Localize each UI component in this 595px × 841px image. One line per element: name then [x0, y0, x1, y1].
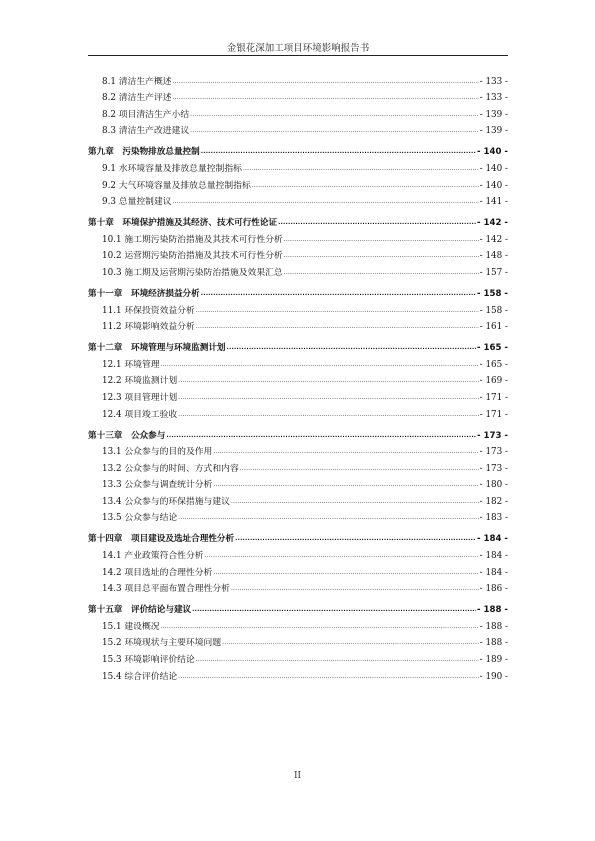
dot-leader	[196, 322, 479, 332]
toc-entry-page: - 182 -	[479, 496, 508, 507]
toc-chapter-entry[interactable]	[88, 598, 508, 615]
toc-entry-page: - 180 -	[479, 480, 508, 491]
toc-entry-page: - 184 -	[479, 551, 508, 562]
toc-section-entry[interactable]	[88, 490, 508, 507]
toc-section-entry[interactable]	[88, 441, 508, 458]
toc-entry-page: - 169 -	[479, 376, 508, 387]
toc-section-entry[interactable]	[88, 87, 508, 104]
toc-entry-page: - 158 -	[479, 305, 508, 316]
dot-leader	[178, 513, 479, 523]
toc-entry-label: 13.3 公众参与调查统计分析	[102, 480, 213, 491]
toc-entry-page: - 157 -	[479, 267, 508, 278]
toc-section-entry[interactable]	[88, 457, 508, 474]
toc-section-entry[interactable]	[88, 261, 508, 278]
toc-entry-page: - 165 -	[479, 359, 508, 370]
toc-section-entry[interactable]	[88, 544, 508, 561]
toc-section-entry[interactable]	[88, 665, 508, 682]
toc-entry-page: - 184 -	[476, 534, 508, 545]
toc-section-entry[interactable]	[88, 228, 508, 245]
toc-entry-label: 第十三章 公众参与	[88, 430, 166, 441]
toc-chapter-entry[interactable]	[88, 527, 508, 544]
toc-entry-label: 8.1 清洁生产概述	[102, 76, 172, 87]
toc-entry-label: 第十章 环境保护措施及其经济、技术可行性论证	[88, 218, 278, 229]
toc-entry-label: 13.5 公众参与结论	[102, 513, 178, 524]
toc-entry-label: 8.2 清洁生产评述	[102, 93, 172, 104]
toc-section-entry[interactable]	[88, 370, 508, 387]
dot-leader	[201, 289, 476, 299]
toc-entry-label: 8.3 清洁生产改进建议	[102, 126, 190, 137]
dot-leader	[178, 376, 479, 386]
toc-entry-page: - 140 -	[479, 180, 508, 191]
toc-entry-page: - 161 -	[479, 322, 508, 333]
toc-section-entry[interactable]	[88, 403, 508, 420]
toc-entry-page: - 189 -	[479, 655, 508, 666]
toc-entry-page: - 188 -	[476, 605, 508, 616]
toc-entry-label: 9.2 大气环境容量及排放总量控制指标	[102, 180, 251, 191]
toc-entry-page: - 140 -	[479, 163, 508, 174]
toc-entry-label: 10.2 运营期污染防治措施及其技术可行性分析	[102, 251, 283, 262]
dot-leader	[284, 268, 479, 278]
toc-entry-page: - 133 -	[479, 93, 508, 104]
dot-leader	[161, 360, 479, 370]
running-header: 金银花深加工项目环境影响报告书	[226, 43, 370, 54]
toc-entry-label: 第十五章 评价结论与建议	[88, 605, 192, 616]
dot-leader	[190, 110, 479, 120]
dot-leader	[201, 147, 476, 157]
toc-section-entry[interactable]	[88, 316, 508, 333]
dot-leader	[235, 534, 476, 544]
toc-entry-page: - 188 -	[479, 621, 508, 632]
dot-leader	[178, 393, 479, 403]
dot-leader	[284, 251, 479, 261]
dot-leader	[227, 343, 476, 353]
table-of-contents	[88, 70, 508, 682]
dot-leader	[243, 164, 479, 174]
header-divider	[88, 55, 508, 56]
toc-entry-label: 14.2 项目选址的合理性分析	[102, 567, 213, 578]
toc-entry-page: - 158 -	[476, 288, 508, 299]
toc-section-entry[interactable]	[88, 174, 508, 191]
toc-entry-page: - 139 -	[479, 109, 508, 120]
dot-leader	[173, 93, 479, 103]
toc-entry-label: 8.2 项目清洁生产小结	[102, 109, 190, 120]
toc-section-entry[interactable]	[88, 648, 508, 665]
toc-section-entry[interactable]	[88, 245, 508, 262]
page-number: II	[293, 771, 302, 781]
toc-entry-label: 第十一章 环境经济损益分析	[88, 288, 200, 299]
dot-leader	[161, 622, 479, 632]
toc-section-entry[interactable]	[88, 103, 508, 120]
dot-leader	[178, 672, 479, 682]
dot-leader	[278, 218, 476, 228]
toc-section-entry[interactable]	[88, 120, 508, 137]
toc-entry-page: - 165 -	[476, 343, 508, 354]
toc-entry-label: 9.3 总量控制建议	[102, 197, 172, 208]
toc-entry-page: - 171 -	[479, 392, 508, 403]
toc-entry-label: 12.2 环境监测计划	[102, 376, 178, 387]
dot-leader	[284, 235, 479, 245]
toc-entry-page: - 148 -	[479, 251, 508, 262]
toc-entry-page: - 173 -	[476, 430, 508, 441]
toc-entry-label: 15.4 综合评价结论	[102, 671, 178, 682]
toc-section-entry[interactable]	[88, 353, 508, 370]
dot-leader	[196, 306, 479, 316]
toc-entry-page: - 184 -	[479, 567, 508, 578]
toc-entry-label: 15.2 环境现状与主要环境问题	[102, 638, 222, 649]
toc-section-entry[interactable]	[88, 157, 508, 174]
dot-leader	[213, 568, 478, 578]
toc-chapter-entry[interactable]	[88, 336, 508, 353]
dot-leader	[173, 77, 479, 87]
toc-entry-page: - 171 -	[479, 409, 508, 420]
toc-entry-label: 第九章 污染物排放总量控制	[88, 147, 200, 158]
toc-section-entry[interactable]	[88, 615, 508, 632]
toc-entry-label: 10.3 施工期及运营期污染防治措施及效果汇总	[102, 267, 283, 278]
dot-leader	[190, 126, 479, 136]
toc-entry-page: - 142 -	[479, 234, 508, 245]
dot-leader	[231, 584, 479, 594]
dot-leader	[196, 655, 479, 665]
toc-section-entry[interactable]	[88, 191, 508, 208]
toc-entry-page: - 141 -	[479, 197, 508, 208]
dot-leader	[213, 447, 478, 457]
toc-entry-page: - 183 -	[479, 513, 508, 524]
dot-leader	[222, 638, 479, 648]
toc-entry-page: - 173 -	[479, 447, 508, 458]
toc-entry-label: 13.4 公众参与的环保措施与建议	[102, 496, 230, 507]
toc-entry-page: - 188 -	[479, 638, 508, 649]
toc-entry-label: 14.1 产业政策符合性分析	[102, 551, 204, 562]
toc-entry-page: - 186 -	[479, 584, 508, 595]
toc-entry-label: 11.2 环境影响效益分析	[102, 322, 195, 333]
dot-leader	[240, 464, 479, 474]
toc-entry-label: 11.1 环保投资效益分析	[102, 305, 195, 316]
toc-section-entry[interactable]	[88, 386, 508, 403]
toc-entry-page: - 173 -	[479, 463, 508, 474]
toc-entry-label: 13.1 公众参与的目的及作用	[102, 447, 213, 458]
toc-section-entry[interactable]	[88, 70, 508, 87]
toc-section-entry[interactable]	[88, 632, 508, 649]
toc-entry-label: 13.2 公众参与的时间、方式和内容	[102, 463, 239, 474]
dot-leader	[213, 480, 478, 490]
dot-leader	[252, 181, 479, 191]
toc-chapter-entry[interactable]	[88, 140, 508, 157]
toc-section-entry[interactable]	[88, 561, 508, 578]
toc-entry-label: 第十二章 环境管理与环境监测计划	[88, 343, 226, 354]
toc-entry-label: 12.1 环境管理	[102, 359, 160, 370]
toc-entry-page: - 139 -	[479, 126, 508, 137]
toc-section-entry[interactable]	[88, 578, 508, 595]
toc-entry-page: - 142 -	[476, 218, 508, 229]
dot-leader	[166, 431, 476, 441]
toc-entry-label: 14.3 项目总平面布置合理性分析	[102, 584, 230, 595]
toc-entry-label: 15.3 环境影响评价结论	[102, 655, 195, 666]
toc-chapter-entry[interactable]	[88, 424, 508, 441]
dot-leader	[173, 197, 479, 207]
toc-section-entry[interactable]	[88, 507, 508, 524]
toc-section-entry[interactable]	[88, 474, 508, 491]
toc-entry-label: 9.1 水环境容量及排放总量控制指标	[102, 163, 242, 174]
dot-leader	[231, 497, 479, 507]
toc-entry-page: - 190 -	[479, 671, 508, 682]
toc-entry-label: 10.1 施工期污染防治措施及其技术可行性分析	[102, 234, 283, 245]
toc-chapter-entry[interactable]	[88, 211, 508, 228]
toc-entry-label: 12.4 项目竣工验收	[102, 409, 178, 420]
dot-leader	[205, 551, 479, 561]
toc-entry-page: - 140 -	[476, 147, 508, 158]
toc-entry-label: 12.3 项目管理计划	[102, 392, 178, 403]
toc-entry-label: 第十四章 项目建设及选址合理性分析	[88, 534, 235, 545]
toc-entry-label: 15.1 建设概况	[102, 621, 160, 632]
toc-section-entry[interactable]	[88, 299, 508, 316]
dot-leader	[178, 410, 479, 420]
toc-entry-page: - 133 -	[479, 76, 508, 87]
dot-leader	[192, 605, 476, 615]
toc-chapter-entry[interactable]	[88, 282, 508, 299]
